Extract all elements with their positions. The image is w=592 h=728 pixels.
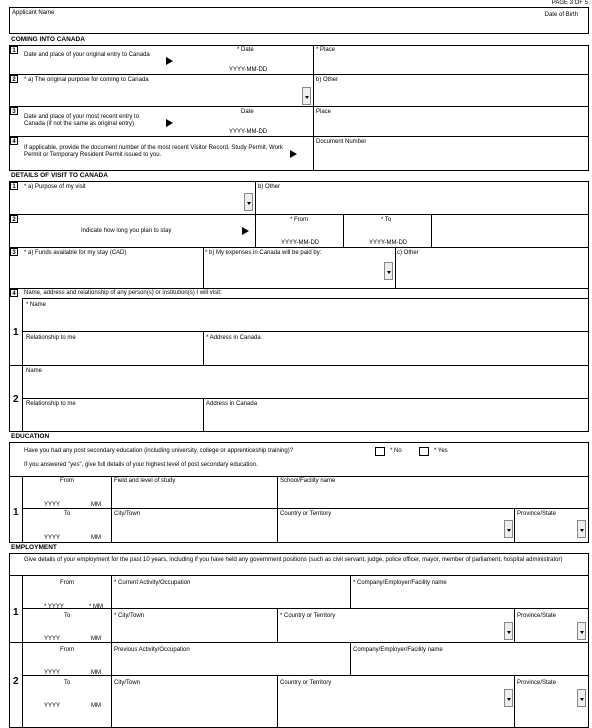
original-purpose-dropdown[interactable] <box>302 87 311 105</box>
emp-from-label: From <box>60 647 74 653</box>
row-number: 3 <box>10 107 18 115</box>
emp-from-yyyy: YYYY <box>44 670 61 676</box>
person-1-relationship-input[interactable] <box>26 343 200 363</box>
person-1-name-input[interactable] <box>26 310 584 329</box>
row-number: 1 <box>10 182 18 190</box>
recent-entry-label: Date and place of your most recent entry to Canada (if not the same as original entry) <box>24 114 140 127</box>
original-entry-label: Date and place of your original entry to Canada <box>24 52 150 58</box>
emp-1-from-input[interactable] <box>25 588 109 603</box>
education-yes-label: * Yes <box>434 448 448 454</box>
emp-from-mm: MM <box>91 670 101 676</box>
edu-to-mm: MM <box>91 535 101 541</box>
person-2-relationship-input[interactable] <box>26 409 200 430</box>
edu-school-label: School/Facility name <box>280 478 336 484</box>
row-number: 4 <box>10 137 18 145</box>
emp-from-yyyy: * YYYY <box>44 604 64 610</box>
document-number-instructions: If applicable, provide the document number of the most recent Visitor Record, Study Permit, Work Permit or Temporary Resident Permit issued to you. <box>24 145 283 158</box>
row-number: 2 <box>10 75 18 83</box>
stay-to-label: * To <box>381 217 392 223</box>
emp-city-label: City/Town <box>114 680 141 686</box>
person-2-name-input[interactable] <box>26 376 584 396</box>
employment-row-number: 1 <box>13 607 19 618</box>
row-number: 2 <box>10 215 18 223</box>
person-address-label: Address in Canada <box>206 401 258 407</box>
arrow-right-icon <box>242 227 249 235</box>
applicant-name-label: Applicant Name <box>12 10 55 16</box>
purpose-of-visit-label: * a) Purpose of my visit <box>24 184 86 190</box>
emp-province-label: Province/State <box>517 680 557 686</box>
education-question: Have you had any post secondary education (including university, college or apprenticeship training)? <box>24 448 294 454</box>
page-label: PAGE 3 OF 5 <box>551 0 588 6</box>
education-no-checkbox[interactable] <box>375 447 385 456</box>
emp-to-label: To <box>64 680 71 686</box>
arrow-right-icon <box>166 57 173 65</box>
education-yes-checkbox[interactable] <box>419 447 429 456</box>
recent-entry-date-label: Date <box>241 109 254 115</box>
recent-entry-place-input[interactable] <box>316 117 586 135</box>
applicant-header-box <box>9 7 589 34</box>
emp-1-country-dropdown[interactable] <box>504 622 513 640</box>
original-entry-place-label: * Place <box>316 47 336 53</box>
emp-2-to-input[interactable] <box>25 688 109 702</box>
emp-activity-label: Previous Activity/Occupation <box>114 647 190 653</box>
edu-country-dropdown[interactable] <box>504 520 513 538</box>
recent-entry-place-label: Place <box>316 109 332 115</box>
emp-company-label: Company/Employer/Facility name <box>353 647 443 653</box>
original-purpose-other-input[interactable] <box>316 85 586 104</box>
person-number: 2 <box>13 394 19 405</box>
person-number: 1 <box>13 327 19 338</box>
emp-2-country-dropdown[interactable] <box>504 689 513 707</box>
emp-city-label: * City/Town <box>114 613 145 619</box>
person-relationship-label: Relationship to me <box>26 335 76 341</box>
emp-1-activity-input[interactable] <box>114 588 347 606</box>
section-title-education: EDUCATION <box>11 433 50 440</box>
row-number: 4 <box>10 289 18 297</box>
date-format-hint: YYYY-MM-DD <box>229 129 268 135</box>
arrow-right-icon <box>166 119 173 127</box>
edu-to-label: To <box>64 511 71 517</box>
emp-2-province-dropdown[interactable] <box>577 689 586 707</box>
person-name-label: Name <box>26 368 43 374</box>
expenses-paid-by-label: * b) My expenses in Canada will be paid by: <box>205 250 322 256</box>
expenses-paid-by-dropdown[interactable] <box>384 262 393 280</box>
emp-to-label: To <box>64 613 71 619</box>
section-title-visit: DETAILS OF VISIT TO CANADA <box>11 172 108 179</box>
funds-available-input[interactable] <box>24 258 200 286</box>
persons-to-visit-label: Name, address and relationship of any person(s) or institution(s) I will visit: <box>24 290 222 296</box>
emp-from-label: From <box>60 580 74 586</box>
funds-available-label: * a) Funds available for my stay (CAD) <box>24 250 127 256</box>
emp-company-label: * Company/Employer/Facility name <box>353 580 447 586</box>
emp-1-city-input[interactable] <box>114 621 274 640</box>
emp-1-province-dropdown[interactable] <box>577 622 586 640</box>
edu-country-label: Country or Territory <box>280 511 332 517</box>
edu-city-label: City/Town <box>114 511 141 517</box>
emp-2-company-input[interactable] <box>353 655 585 673</box>
emp-activity-label: * Current Activity/Occupation <box>114 580 191 586</box>
date-format-hint: YYYY-MM-DD <box>229 67 268 73</box>
row-number: 1 <box>10 46 18 54</box>
edu-from-yyyy: YYYY <box>44 502 61 508</box>
purpose-other-label: b) Other <box>258 184 281 190</box>
edu-field-input[interactable] <box>114 486 274 506</box>
emp-province-label: Province/State <box>517 613 557 619</box>
date-format-hint: YYYY-MM-DD <box>281 240 320 246</box>
section-title-coming: COMING INTO CANADA <box>11 36 85 43</box>
original-purpose-other-label: b) Other <box>316 77 339 83</box>
emp-from-mm: * MM <box>89 604 103 610</box>
person-address-label: * Address in Canada <box>206 335 261 341</box>
stay-duration-label: Indicate how long you plan to stay <box>81 228 172 234</box>
education-followup: If you answered "yes", give full details of your highest level of post secondary education. <box>24 462 258 468</box>
expenses-other-label: c) Other <box>397 250 419 256</box>
employment-instructions: Give details of your employment for the past 10 years, including if you have held any government positions (such as civil servant, judge, police officer, mayor, member of parliament, hospital administrator) <box>24 557 563 563</box>
date-format-hint: YYYY-MM-DD <box>369 240 408 246</box>
original-entry-place-input[interactable] <box>316 55 586 73</box>
original-purpose-label: * a) The original purpose for coming to Canada <box>24 77 149 83</box>
education-row-number: 1 <box>13 507 19 518</box>
employment-row-number: 2 <box>13 676 19 687</box>
row-number: 3 <box>10 248 18 256</box>
person-2-address-input[interactable] <box>206 409 584 430</box>
expenses-other-input[interactable] <box>397 258 585 286</box>
edu-from-mm: MM <box>91 502 101 508</box>
edu-to-input[interactable] <box>25 519 109 534</box>
emp-to-yyyy: YYYY <box>44 703 61 709</box>
person-relationship-label: Relationship to me <box>26 401 76 407</box>
edu-city-input[interactable] <box>114 519 274 541</box>
purpose-other-input[interactable] <box>258 192 586 212</box>
purpose-of-visit-dropdown[interactable] <box>244 193 253 211</box>
edu-province-dropdown[interactable] <box>577 520 586 538</box>
emp-1-company-input[interactable] <box>353 588 585 606</box>
edu-from-input[interactable] <box>25 486 109 501</box>
original-entry-date-label: * Date <box>237 47 254 53</box>
edu-school-input[interactable] <box>280 486 585 506</box>
person-name-label: * Name <box>26 302 47 308</box>
date-of-birth-label: Date of Birth <box>544 12 578 18</box>
person-1-address-input[interactable] <box>206 343 584 363</box>
emp-country-label: Country or Territory <box>280 680 332 686</box>
document-number-input[interactable] <box>316 147 586 169</box>
emp-to-yyyy: YYYY <box>44 636 61 642</box>
emp-2-activity-input[interactable] <box>114 655 347 673</box>
emp-to-mm: MM <box>91 703 101 709</box>
edu-from-label: From <box>60 478 74 484</box>
emp-country-label: * Country or Territory <box>280 613 336 619</box>
education-no-label: * No <box>390 448 402 454</box>
section-title-employment: EMPLOYMENT <box>11 544 57 551</box>
emp-2-from-input[interactable] <box>25 655 109 669</box>
emp-1-to-input[interactable] <box>25 621 109 635</box>
edu-to-yyyy: YYYY <box>44 535 61 541</box>
document-number-label: Document Number <box>316 139 367 145</box>
edu-province-label: Province/State <box>517 511 557 517</box>
edu-field-label: Field and level of study <box>114 478 176 484</box>
emp-to-mm: MM <box>91 636 101 642</box>
emp-2-city-input[interactable] <box>114 688 274 708</box>
arrow-right-icon <box>290 150 297 158</box>
stay-from-label: * From <box>290 217 308 223</box>
